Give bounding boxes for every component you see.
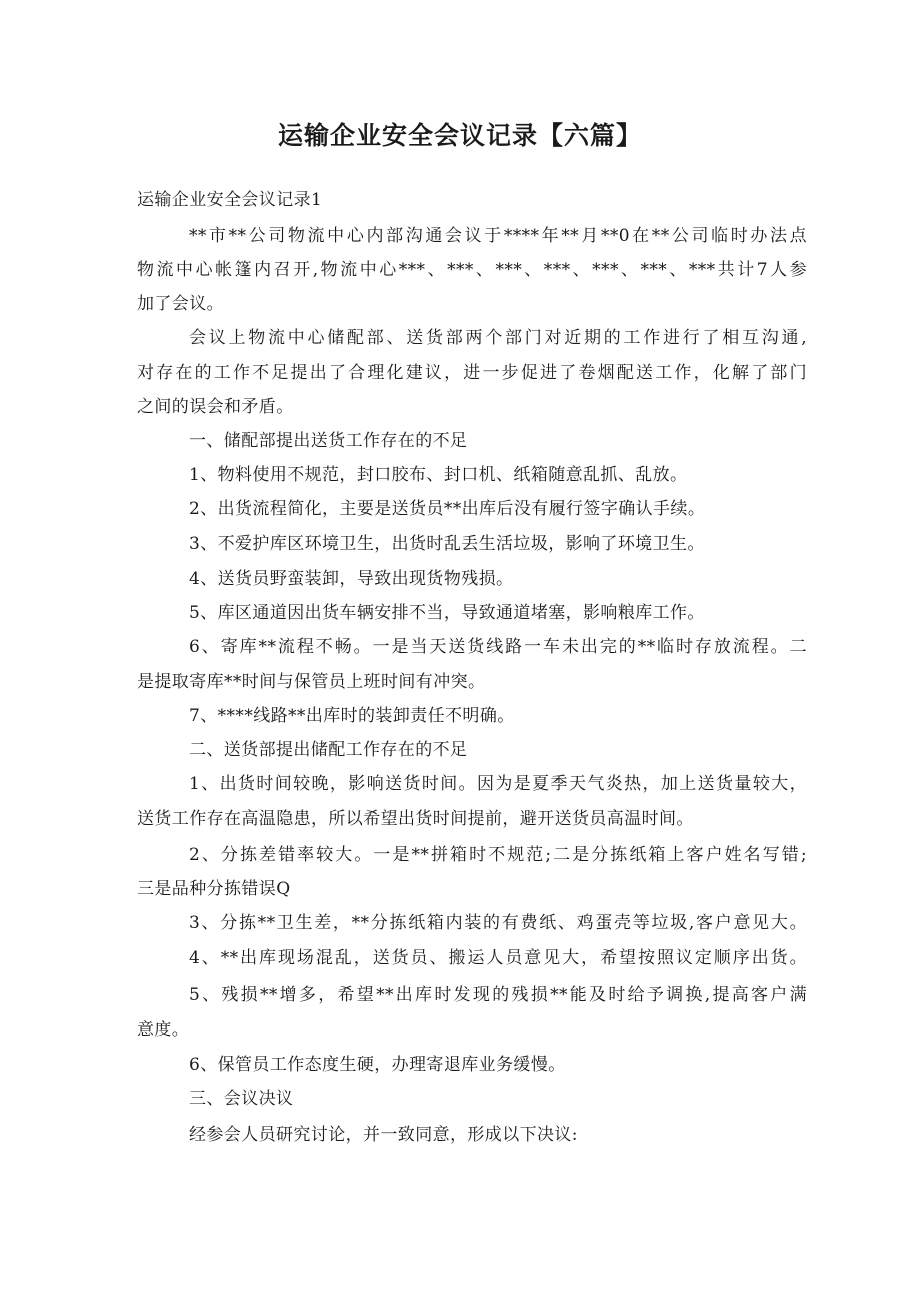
list-item-continuation: 是提取寄库**时间与保管员上班时间有冲突。 xyxy=(137,672,486,692)
list-item: 3、不爱护库区环境卫生，出货时乱丢生活垃圾，影响了环境卫生。 xyxy=(189,534,705,554)
document-title: 运输企业安全会议记录【六篇】 xyxy=(277,121,642,150)
list-heading: 二、送货部提出储配工作存在的不足 xyxy=(189,740,468,760)
list-item-continuation: 意度。 xyxy=(137,1020,190,1040)
list-item-continuation: 送货工作存在高温隐患，所以希望出货时间提前，避开送货员高温时间。 xyxy=(137,809,694,829)
list-item: 4、送货员野蛮装卸，导致出现货物残损。 xyxy=(189,569,514,589)
list-item: 2、分拣差错率较大。一是**拼箱时不规范;二是分拣纸箱上客户姓名写错; xyxy=(189,845,807,865)
paragraph-line: 物流中心帐篷内召开,物流中心***、***、***、***、***、***、***共计7人参 xyxy=(137,260,807,280)
section-heading: 运输企业安全会议记录1 xyxy=(137,190,323,210)
list-item: 5、库区通道因出货车辆安排不当，导致通道堵塞，影响粮库工作。 xyxy=(189,603,705,623)
list-item: 5、残损**增多，希望**出库时发现的残损**能及时给予调换,提高客户满 xyxy=(189,985,807,1005)
list-heading: 一、储配部提出送货工作存在的不足 xyxy=(189,431,468,451)
list-item-continuation: 三是品种分拣错误Q xyxy=(137,879,291,899)
list-item: 3、分拣**卫生差，**分拣纸箱内装的有费纸、鸡蛋壳等垃圾,客户意见大。 xyxy=(189,913,807,933)
list-item: 1、出货时间较晚，影响送货时间。因为是夏季天气炎热，加上送货量较大， xyxy=(189,774,807,794)
list-item: 1、物料使用不规范，封口胶布、封口机、纸箱随意乱抓、乱放。 xyxy=(189,465,688,485)
paragraph-line: 之间的误会和矛盾。 xyxy=(137,397,294,417)
list-item: 6、保管员工作态度生硬，办理寄退库业务缓慢。 xyxy=(189,1055,566,1075)
paragraph-line: **市**公司物流中心内部沟通会议于****年**月**0在**公司临时办法点 xyxy=(189,226,807,246)
list-heading: 三、会议决议 xyxy=(189,1089,294,1109)
paragraph-line: 经参会人员研究讨论，并一致同意，形成以下决议: xyxy=(189,1125,578,1145)
list-item: 7、****线路**出库时的装卸责任不明确。 xyxy=(189,706,515,726)
list-item: 4、**出库现场混乱，送货员、搬运人员意见大，希望按照议定顺序出货。 xyxy=(189,948,807,968)
paragraph-line: 加了会议。 xyxy=(137,294,224,314)
paragraph-line: 对存在的工作不足提出了合理化建议，进一步促进了卷烟配送工作，化解了部门 xyxy=(137,363,807,383)
list-item: 2、出货流程简化，主要是送货员**出库后没有履行签字确认手续。 xyxy=(189,499,706,519)
paragraph-line: 会议上物流中心储配部、送货部两个部门对近期的工作进行了相互沟通, xyxy=(189,328,807,348)
list-item: 6、寄库**流程不畅。一是当天送货线路一车未出完的**临时存放流程。二 xyxy=(189,637,807,657)
